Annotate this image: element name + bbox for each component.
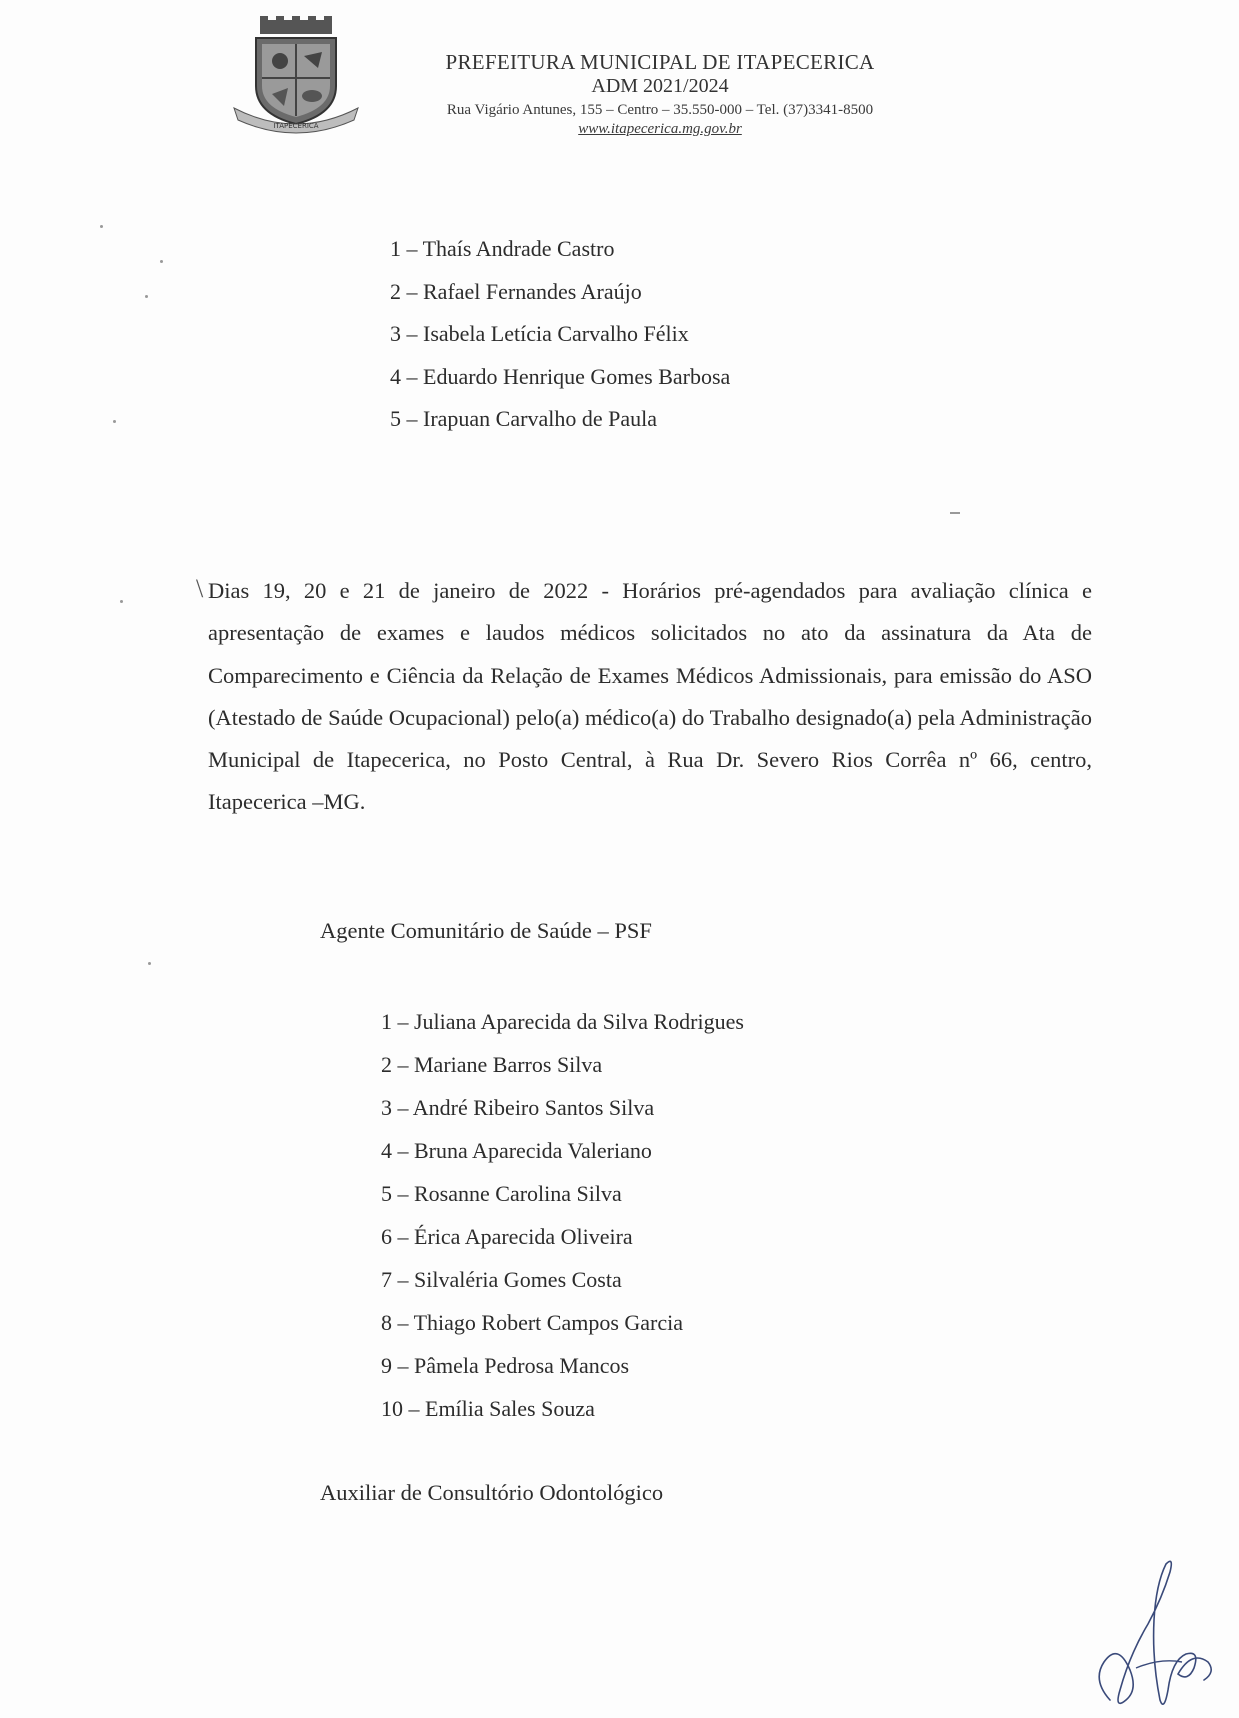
list-item: 7 – Silvaléria Gomes Costa [381,1267,622,1292]
list-item: 4 – Bruna Aparecida Valeriano [381,1138,652,1163]
administration-period: ADM 2021/2024 [591,75,729,97]
website-link[interactable]: www.itapecerica.mg.gov.br [578,121,742,137]
organization-name: PREFEITURA MUNICIPAL DE ITAPECERICA [445,50,875,74]
candidate-list-2 [381,1000,744,1430]
list-item: 5 – Rosanne Carolina Silva [381,1181,622,1206]
section-title-agente: Agente Comunitário de Saúde – PSF [320,918,652,943]
list-item: 5 – Irapuan Carvalho de Paula [390,406,657,431]
list-item: 10 – Emília Sales Souza [381,1396,595,1421]
list-item: 9 – Pâmela Pedrosa Mancos [381,1353,630,1378]
schedule-paragraph: Dias 19, 20 e 21 de janeiro de 2022 - Horários pré-agendados para avaliação clínica e apresentação de exames e laudos médicos solicitados no ato da assinatura da Ata de Comparecimento e Ciência da Relação de Exames Médicos Admissionais, para emissão do ASO (Atestado de Saúde Ocupacional) pelo(a) médico(a) do Trabalho designado(a) pela Administração Municipal de Itapecerica, no Posto Central, à Rua Dr. Severo Rios Corrêa nº 66, centro, Itapecerica –MG. [208,578,1092,815]
list-item: 1 – Juliana Aparecida da Silva Rodrigues [381,1009,744,1034]
municipal-crest-logo [232,16,360,136]
list-item: 3 – Isabela Letícia Carvalho Félix [390,321,689,346]
list-item: 3 – André Ribeiro Santos Silva [381,1095,655,1120]
list-item: 6 – Érica Aparecida Oliveira [381,1224,633,1249]
candidate-list-1 [390,228,730,441]
handwritten-signature [1090,1550,1220,1715]
svg-text:ITAPECERICA: ITAPECERICA [273,122,319,130]
list-item: 2 – Mariane Barros Silva [381,1052,603,1077]
list-item: 2 – Rafael Fernandes Araújo [390,278,642,304]
pen-mark: \ [196,574,204,603]
section-title-auxiliar: Auxiliar de Consultório Odontológico [320,1480,664,1505]
letterhead [370,50,950,138]
address-line: Rua Vigário Antunes, 155 – Centro – 35.550-000 – Tel. (37)3341-8500 [446,102,874,118]
list-item: 4 – Eduardo Henrique Gomes Barbosa [390,363,731,389]
list-item: 8 – Thiago Robert Campos Garcia [381,1310,684,1335]
list-item: 1 – Thaís Andrade Castro [390,236,615,261]
